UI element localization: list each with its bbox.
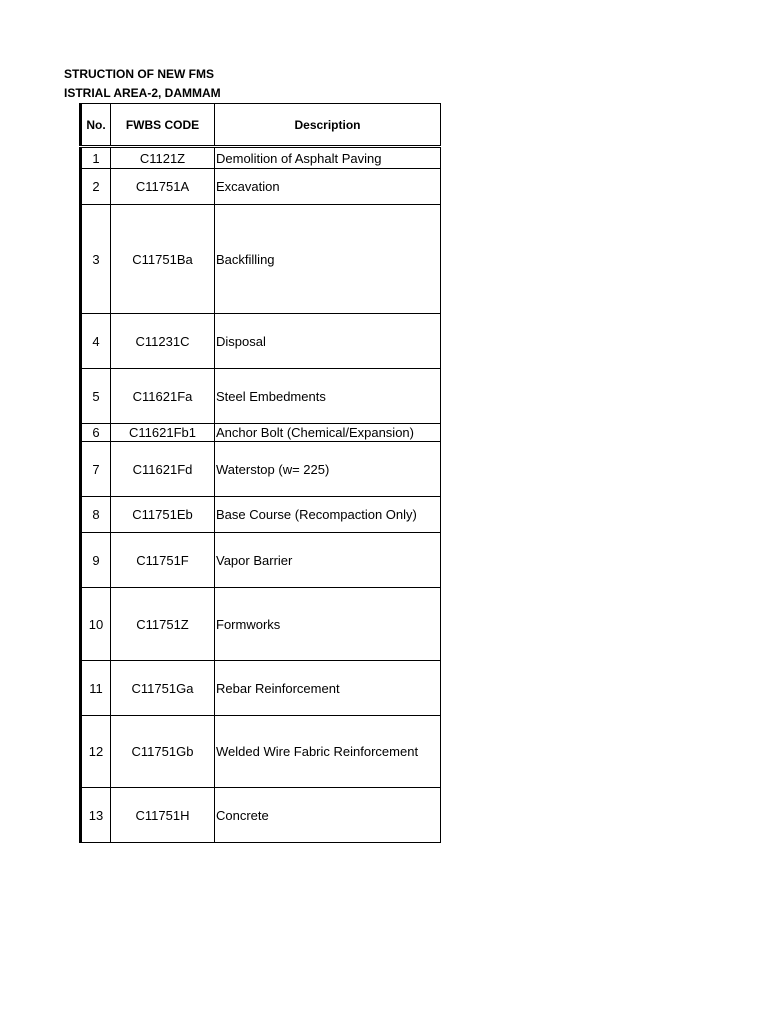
table-row <box>81 369 441 424</box>
table-row <box>81 147 441 169</box>
table-row <box>81 533 441 588</box>
row-number: 11 <box>81 661 111 716</box>
fwbs-code: C11751A <box>111 169 215 205</box>
table-row <box>81 588 441 661</box>
item-description: Backfilling <box>215 205 441 314</box>
fwbs-code: C1121Z <box>111 147 215 169</box>
table-row <box>81 716 441 788</box>
fwbs-code: C11751H <box>111 788 215 843</box>
row-number: 6 <box>81 424 111 442</box>
fwbs-code: C11621Fb1 <box>111 424 215 442</box>
row-number: 3 <box>81 205 111 314</box>
item-description: Waterstop (w= 225) <box>215 442 441 497</box>
item-description: Base Course (Recompaction Only) <box>215 497 441 533</box>
table-row <box>81 788 441 843</box>
row-number: 12 <box>81 716 111 788</box>
column-header-fwbs-code: FWBS CODE <box>111 104 215 147</box>
project-title-line-1: STRUCTION OF NEW FMS <box>64 67 214 81</box>
fwbs-code: C11751Eb <box>111 497 215 533</box>
table-header-row <box>81 104 441 147</box>
row-number: 2 <box>81 169 111 205</box>
column-header-no: No. <box>81 104 111 147</box>
fwbs-code: C11751Gb <box>111 716 215 788</box>
item-description: Vapor Barrier <box>215 533 441 588</box>
fwbs-code: C11621Fd <box>111 442 215 497</box>
item-description: Anchor Bolt (Chemical/Expansion) <box>215 424 441 442</box>
table-row <box>81 442 441 497</box>
table-row <box>81 314 441 369</box>
item-description: Steel Embedments <box>215 369 441 424</box>
item-description: Disposal <box>215 314 441 369</box>
row-number: 13 <box>81 788 111 843</box>
row-number: 1 <box>81 147 111 169</box>
item-description: Excavation <box>215 169 441 205</box>
item-description: Concrete <box>215 788 441 843</box>
item-description: Demolition of Asphalt Paving <box>215 147 441 169</box>
row-number: 8 <box>81 497 111 533</box>
fwbs-code: C11751F <box>111 533 215 588</box>
fwbs-code: C11231C <box>111 314 215 369</box>
row-number: 7 <box>81 442 111 497</box>
fwbs-code: C11751Ga <box>111 661 215 716</box>
item-description: Rebar Reinforcement <box>215 661 441 716</box>
fwbs-code: C11751Ba <box>111 205 215 314</box>
fwbs-code-table <box>79 103 441 843</box>
table-row <box>81 169 441 205</box>
fwbs-code: C11751Z <box>111 588 215 661</box>
column-header-description: Description <box>215 104 441 147</box>
row-number: 5 <box>81 369 111 424</box>
table-row <box>81 661 441 716</box>
row-number: 9 <box>81 533 111 588</box>
row-number: 10 <box>81 588 111 661</box>
project-title-line-2: ISTRIAL AREA-2, DAMMAM <box>64 86 221 100</box>
table-row <box>81 497 441 533</box>
table-row <box>81 205 441 314</box>
row-number: 4 <box>81 314 111 369</box>
item-description: Formworks <box>215 588 441 661</box>
fwbs-code: C11621Fa <box>111 369 215 424</box>
item-description: Welded Wire Fabric Reinforcement <box>215 716 441 788</box>
table-row <box>81 424 441 442</box>
